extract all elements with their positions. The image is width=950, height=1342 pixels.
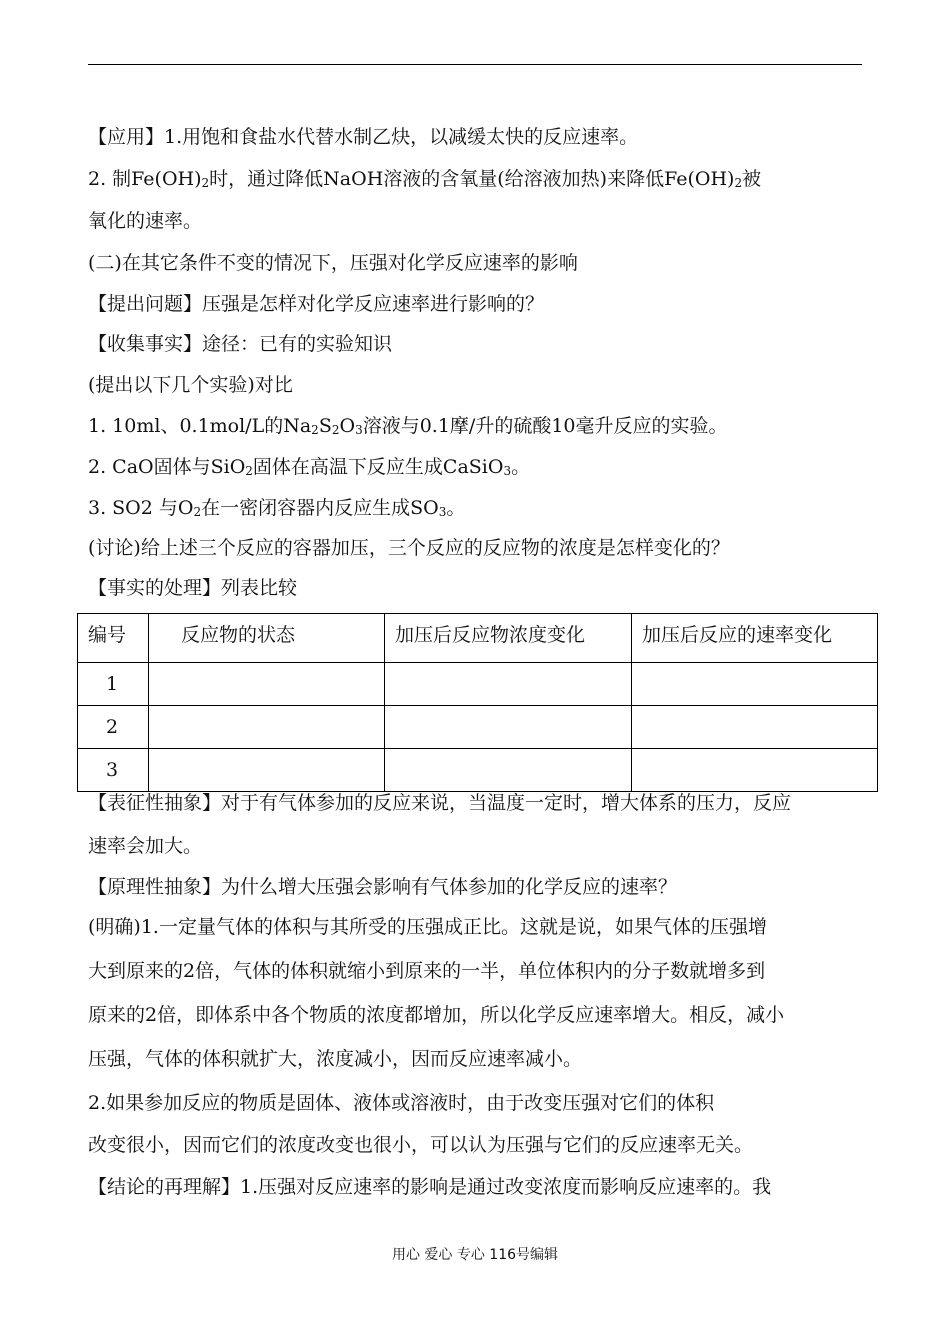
table-cell <box>149 663 385 706</box>
text-line: 【结论的再理解】1.压强对反应速率的影响是通过改变浓度而影响反应速率的。我 <box>88 1176 772 1198</box>
table-cell <box>385 663 632 706</box>
text-line: (讨论)给上述三个反应的容器加压，三个反应的反应物的浓度是怎样变化的？ <box>88 537 730 559</box>
experiment-1: 1. 10ml、0.1mol/L的$Na_2S_2O_3$溶液与0.1摩/升的硫酸10毫升反应的实验。 <box>88 415 728 437</box>
text-line: 大到原来的2倍，气体的体积就缩小到原来的一半，单位体积内的分子数就增多到 <box>88 960 766 982</box>
text-line: 【应用】1.用饱和食盐水代替水制乙炔，以减缓太快的反应速率。 <box>88 126 639 148</box>
table-header-cell: 编号 <box>78 614 149 663</box>
text-line: 【事实的处理】列表比较 <box>88 577 298 599</box>
text-line: 2.如果参加反应的物质是固体、液体或溶液时，由于改变压强对它们的体积 <box>88 1092 715 1114</box>
text-line: (提出以下几个实验)对比 <box>88 374 293 396</box>
table-row <box>78 749 878 792</box>
header-rule <box>88 64 862 65</box>
text-line: 压强，气体的体积就扩大，浓度减小，因而反应速率减小。 <box>88 1048 583 1070</box>
table-cell <box>632 749 878 792</box>
text-line: (明确)1.一定量气体的体积与其所受的压强成正比。这就是说，如果气体的压强增 <box>88 916 767 938</box>
table-header-cell: 加压后反应的速率变化 <box>632 614 878 663</box>
text-line: 【表征性抽象】对于有气体参加的反应来说，当温度一定时，增大体系的压力，反应 <box>88 792 792 814</box>
text-line: 速率会加大。 <box>88 835 203 857</box>
table-cell <box>385 706 632 749</box>
table-cell <box>632 706 878 749</box>
text-line: 氧化的速率。 <box>88 210 203 232</box>
experiment-2: 2. CaO固体与SiO$_2$固体在高温下反应生成CaSiO$_3$。 <box>88 456 531 478</box>
text-line: 【原理性抽象】为什么增大压强会影响有气体参加的化学反应的速率？ <box>88 876 678 898</box>
table-header-cell: 加压后反应物浓度变化 <box>385 614 632 663</box>
experiment-3: 3. SO2 与$O_2$在一密闭容器内反应生成$SO_3$。 <box>88 497 466 519</box>
text-line: 改变很小，因而它们的浓度改变也很小，可以认为压强与它们的反应速率无关。 <box>88 1134 754 1156</box>
text-line: 【提出问题】压强是怎样对化学反应速率进行影响的？ <box>88 293 545 315</box>
table-row <box>78 663 878 706</box>
table-cell <box>385 749 632 792</box>
table-cell <box>149 706 385 749</box>
table-cell: 3 <box>78 749 149 792</box>
table-header-cell: 反应物的状态 <box>149 614 385 663</box>
table-cell: 1 <box>78 663 149 706</box>
table-cell <box>632 663 878 706</box>
section-heading: (二)在其它条件不变的情况下，压强对化学反应速率的影响 <box>88 252 578 274</box>
comparison-table <box>77 613 878 792</box>
table-cell: 2 <box>78 706 149 749</box>
text-line: 【收集事实】途径：已有的实验知识 <box>88 333 393 355</box>
table-row <box>78 706 878 749</box>
table-cell <box>149 749 385 792</box>
page-footer: 用心 爱心 专心 116号编辑 <box>391 1247 559 1263</box>
text-line: 2. 制$Fe(OH)_2$时，通过降低NaOH溶液的含氧量(给溶液加热)来降低$Fe(OH)_2$被 <box>88 168 762 190</box>
table-header-row <box>78 614 878 663</box>
text-line: 原来的2倍，即体系中各个物质的浓度都增加，所以化学反应速率增大。相反，减小 <box>88 1004 785 1026</box>
